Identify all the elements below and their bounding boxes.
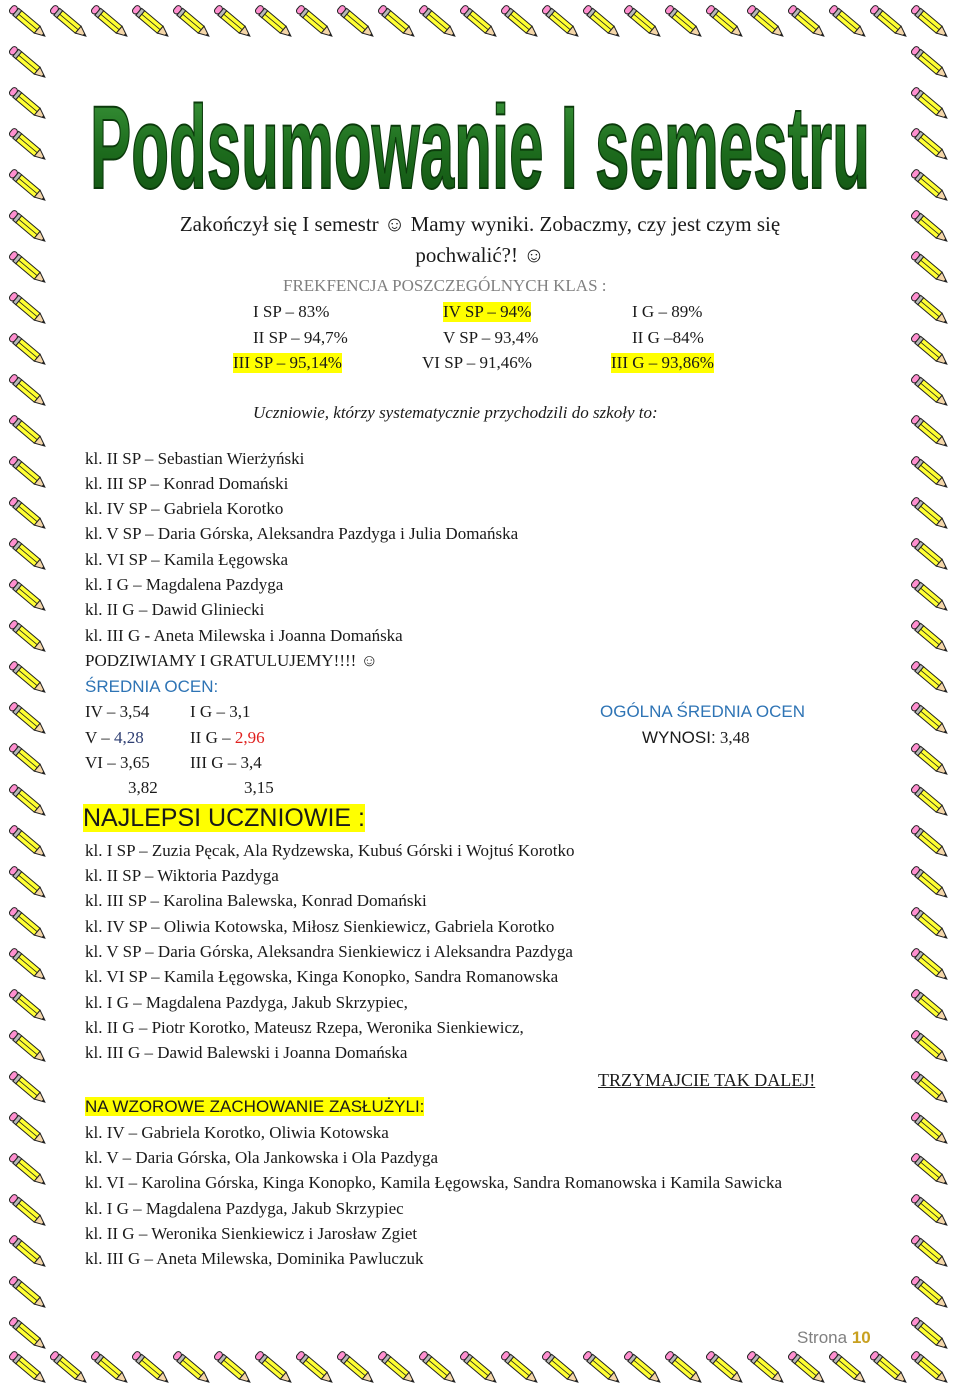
intro-line-1: Zakończył się I semestr ☺ Mamy wyniki. Zobaczmy, czy jest czym się bbox=[179, 212, 781, 236]
pencil-icon bbox=[828, 4, 867, 39]
attendance-students-heading: Uczniowie, którzy systematycznie przychodzili do szkoły to: bbox=[253, 403, 658, 422]
pencil-icon bbox=[8, 824, 47, 859]
pencil-icon bbox=[910, 1275, 949, 1310]
pencil-icon bbox=[8, 1152, 47, 1187]
attendance-header: FREKFENCJA POSZCZEGÓLNYCH KLAS : bbox=[283, 276, 607, 295]
pencil-icon bbox=[8, 291, 47, 326]
average-row: I G – 3,1 bbox=[190, 702, 251, 721]
congrats-text: PODZIWIAMY I GRATULUJEMY!!!! ☺ bbox=[85, 651, 378, 670]
list-item: kl. VI SP – Kamila Łęgowska bbox=[85, 550, 289, 569]
pencil-icon bbox=[295, 1350, 334, 1385]
pencil-icon bbox=[910, 988, 949, 1023]
pencil-icon bbox=[213, 4, 252, 39]
motto-text: TRZYMAJCIE TAK DALEJ! bbox=[598, 1070, 816, 1090]
average-row: II G – 2,96 bbox=[190, 728, 265, 747]
attendance-stat: I SP – 83% bbox=[253, 302, 330, 321]
pencil-icon bbox=[869, 1350, 908, 1385]
pencil-icon bbox=[8, 1234, 47, 1269]
pencil-icon bbox=[746, 1350, 785, 1385]
pencil-icon bbox=[910, 578, 949, 613]
pencil-icon bbox=[8, 414, 47, 449]
pencil-icon bbox=[336, 4, 375, 39]
attendance-stat: III G – 93,86% bbox=[611, 353, 714, 372]
pencil-icon bbox=[910, 1029, 949, 1064]
pencil-icon bbox=[377, 1350, 416, 1385]
pencil-icon bbox=[910, 783, 949, 818]
pencil-icon bbox=[664, 1350, 703, 1385]
averages-heading: ŚREDNIA OCEN: bbox=[85, 677, 219, 696]
list-item: kl. II G – Dawid Gliniecki bbox=[85, 600, 265, 619]
pencil-icon bbox=[213, 1350, 252, 1385]
pencil-icon bbox=[910, 742, 949, 777]
pencil-icon bbox=[910, 1316, 949, 1351]
pencil-icon bbox=[828, 1350, 867, 1385]
pencil-icon bbox=[910, 86, 949, 121]
pencil-icon bbox=[910, 1234, 949, 1269]
list-item: kl. I G – Magdalena Pazdyga, Jakub Skrzypiec bbox=[85, 1199, 404, 1218]
list-item: kl. III G – Dawid Balewski i Joanna Domańska bbox=[85, 1043, 408, 1062]
pencil-icon bbox=[254, 4, 293, 39]
pencil-icon bbox=[910, 1111, 949, 1146]
pencil-icon bbox=[8, 4, 47, 39]
attendance-stat: II G –84% bbox=[632, 328, 704, 347]
pencil-icon bbox=[8, 578, 47, 613]
list-item: kl. V SP – Daria Górska, Aleksandra Pazdyga i Julia Domańska bbox=[85, 524, 519, 543]
pencil-icon bbox=[623, 4, 662, 39]
pencil-icon bbox=[8, 1275, 47, 1310]
list-item: kl. IV – Gabriela Korotko, Oliwia Kotowska bbox=[85, 1123, 389, 1142]
pencil-icon bbox=[664, 4, 703, 39]
list-item: kl. I SP – Zuzia Pęcak, Ala Rydzewska, Kubuś Górski i Wojtuś Korotko bbox=[85, 841, 575, 860]
pencil-icon bbox=[8, 783, 47, 818]
average-total: 3,15 bbox=[244, 778, 274, 797]
pencil-icon bbox=[8, 1029, 47, 1064]
pencil-icon bbox=[8, 496, 47, 531]
pencil-icon bbox=[8, 742, 47, 777]
pencil-icon bbox=[418, 1350, 457, 1385]
pencil-icon bbox=[8, 947, 47, 982]
pencil-icon bbox=[623, 1350, 662, 1385]
pencil-icon bbox=[910, 1350, 949, 1385]
pencil-icon bbox=[910, 332, 949, 367]
attendance-stat: I G – 89% bbox=[632, 302, 703, 321]
pencil-icon bbox=[8, 455, 47, 490]
list-item: kl. III SP – Konrad Domański bbox=[85, 474, 289, 493]
pencil-icon bbox=[910, 291, 949, 326]
pencil-icon bbox=[541, 4, 580, 39]
pencil-icon bbox=[910, 1152, 949, 1187]
pencil-icon bbox=[377, 4, 416, 39]
attendance-stat: III SP – 95,14% bbox=[233, 353, 342, 372]
list-item: kl. III SP – Karolina Balewska, Konrad Domański bbox=[85, 891, 427, 910]
list-item: kl. I G – Magdalena Pazdyga bbox=[85, 575, 284, 594]
pencil-icon bbox=[910, 1193, 949, 1228]
pencil-icon bbox=[500, 4, 539, 39]
pencil-icon bbox=[910, 414, 949, 449]
pencil-icon bbox=[910, 168, 949, 203]
pencil-icon bbox=[910, 496, 949, 531]
overall-average-value: WYNOSI: 3,48 bbox=[642, 728, 750, 747]
pencil-icon bbox=[8, 86, 47, 121]
pencil-icon bbox=[295, 4, 334, 39]
pencil-icon bbox=[910, 373, 949, 408]
pencil-icon bbox=[910, 127, 949, 162]
list-item: kl. V SP – Daria Górska, Aleksandra Sienkiewicz i Aleksandra Pazdyga bbox=[85, 942, 573, 961]
svg-text:Podsumowanie I semestru: Podsumowanie I semestru bbox=[90, 82, 870, 206]
pencil-icon bbox=[787, 1350, 826, 1385]
pencil-icon bbox=[787, 4, 826, 39]
pencil-icon bbox=[8, 1350, 47, 1385]
list-item: kl. V – Daria Górska, Ola Jankowska i Ola Pazdyga bbox=[85, 1148, 438, 1167]
pencil-icon bbox=[8, 373, 47, 408]
pencil-icon bbox=[910, 537, 949, 572]
list-item: kl. II G – Piotr Korotko, Mateusz Rzepa, Weronika Sienkiewicz, bbox=[85, 1018, 524, 1037]
average-row: V – 4,28 bbox=[85, 728, 144, 747]
pencil-icon bbox=[49, 4, 88, 39]
list-item: kl. IV SP – Gabriela Korotko bbox=[85, 499, 284, 518]
average-row: III G – 3,4 bbox=[190, 753, 262, 772]
pencil-icon bbox=[8, 1193, 47, 1228]
pencil-icon bbox=[131, 4, 170, 39]
page-title-wrap bbox=[80, 76, 880, 206]
pencil-icon bbox=[910, 865, 949, 900]
pencil-icon bbox=[90, 4, 129, 39]
pencil-icon bbox=[49, 1350, 88, 1385]
pencil-icon bbox=[459, 4, 498, 39]
pencil-icon bbox=[131, 1350, 170, 1385]
pencil-icon bbox=[336, 1350, 375, 1385]
pencil-icon bbox=[582, 1350, 621, 1385]
pencil-icon bbox=[459, 1350, 498, 1385]
pencil-icon bbox=[746, 4, 785, 39]
pencil-icon bbox=[500, 1350, 539, 1385]
list-item: kl. II SP – Wiktoria Pazdyga bbox=[85, 866, 279, 885]
pencil-icon bbox=[705, 1350, 744, 1385]
best-students-heading: NAJLEPSI UCZNIOWIE : bbox=[83, 804, 365, 832]
pencil-icon bbox=[8, 660, 47, 695]
pencil-icon bbox=[910, 4, 949, 39]
pencil-icon bbox=[910, 660, 949, 695]
pencil-icon bbox=[8, 988, 47, 1023]
attendance-stat: VI SP – 91,46% bbox=[422, 353, 532, 372]
pencil-icon bbox=[172, 4, 211, 39]
pencil-icon bbox=[8, 701, 47, 736]
page-title bbox=[80, 76, 880, 206]
pencil-icon bbox=[172, 1350, 211, 1385]
pencil-icon bbox=[910, 45, 949, 80]
list-item: kl. II G – Weronika Sienkiewicz i Jarosław Zgiet bbox=[85, 1224, 418, 1243]
attendance-stat: V SP – 93,4% bbox=[443, 328, 539, 347]
list-item: kl. VI – Karolina Górska, Kinga Konopko, Kamila Łęgowska, Sandra Romanowska i Kamila Sawicka bbox=[85, 1173, 783, 1192]
pencil-icon bbox=[8, 127, 47, 162]
pencil-icon bbox=[8, 906, 47, 941]
list-item: kl. IV SP – Oliwia Kotowska, Miłosz Sienkiewicz, Gabriela Korotko bbox=[85, 917, 555, 936]
pencil-icon bbox=[910, 701, 949, 736]
pencil-icon bbox=[254, 1350, 293, 1385]
pencil-icon bbox=[910, 824, 949, 859]
pencil-icon bbox=[8, 1316, 47, 1351]
pencil-icon bbox=[910, 455, 949, 490]
pencil-icon bbox=[418, 4, 457, 39]
intro-line-2: pochwalić?! ☺ bbox=[415, 243, 545, 267]
list-item: kl. VI SP – Kamila Łęgowska, Kinga Konopko, Sandra Romanowska bbox=[85, 967, 559, 986]
behavior-heading: NA WZOROWE ZACHOWANIE ZASŁUŻYLI: bbox=[85, 1097, 425, 1116]
pencil-icon bbox=[910, 619, 949, 654]
pencil-icon bbox=[910, 947, 949, 982]
pencil-icon bbox=[8, 168, 47, 203]
pencil-icon bbox=[8, 332, 47, 367]
list-item: kl. I G – Magdalena Pazdyga, Jakub Skrzypiec, bbox=[85, 993, 408, 1012]
pencil-icon bbox=[869, 4, 908, 39]
list-item: kl. III G – Aneta Milewska, Dominika Pawluczuk bbox=[85, 1249, 424, 1268]
list-item: kl. III G - Aneta Milewska i Joanna Domańska bbox=[85, 626, 403, 645]
attendance-stat: IV SP – 94% bbox=[443, 302, 532, 321]
attendance-stat: II SP – 94,7% bbox=[253, 328, 348, 347]
average-row: VI – 3,65 bbox=[85, 753, 150, 772]
pencil-icon bbox=[8, 1111, 47, 1146]
pencil-icon bbox=[8, 1070, 47, 1105]
list-item: kl. II SP – Sebastian Wierżyński bbox=[85, 449, 305, 468]
pencil-icon bbox=[8, 537, 47, 572]
average-row: IV – 3,54 bbox=[85, 702, 150, 721]
pencil-icon bbox=[8, 45, 47, 80]
pencil-icon bbox=[910, 906, 949, 941]
pencil-icon bbox=[541, 1350, 580, 1385]
page-number: Strona 10 bbox=[797, 1328, 871, 1347]
pencil-icon bbox=[8, 865, 47, 900]
pencil-icon bbox=[582, 4, 621, 39]
pencil-icon bbox=[8, 619, 47, 654]
average-total: 3,82 bbox=[128, 778, 158, 797]
pencil-icon bbox=[90, 1350, 129, 1385]
pencil-icon bbox=[910, 1070, 949, 1105]
pencil-icon bbox=[705, 4, 744, 39]
overall-average-label: OGÓLNA ŚREDNIA OCEN bbox=[600, 702, 805, 721]
